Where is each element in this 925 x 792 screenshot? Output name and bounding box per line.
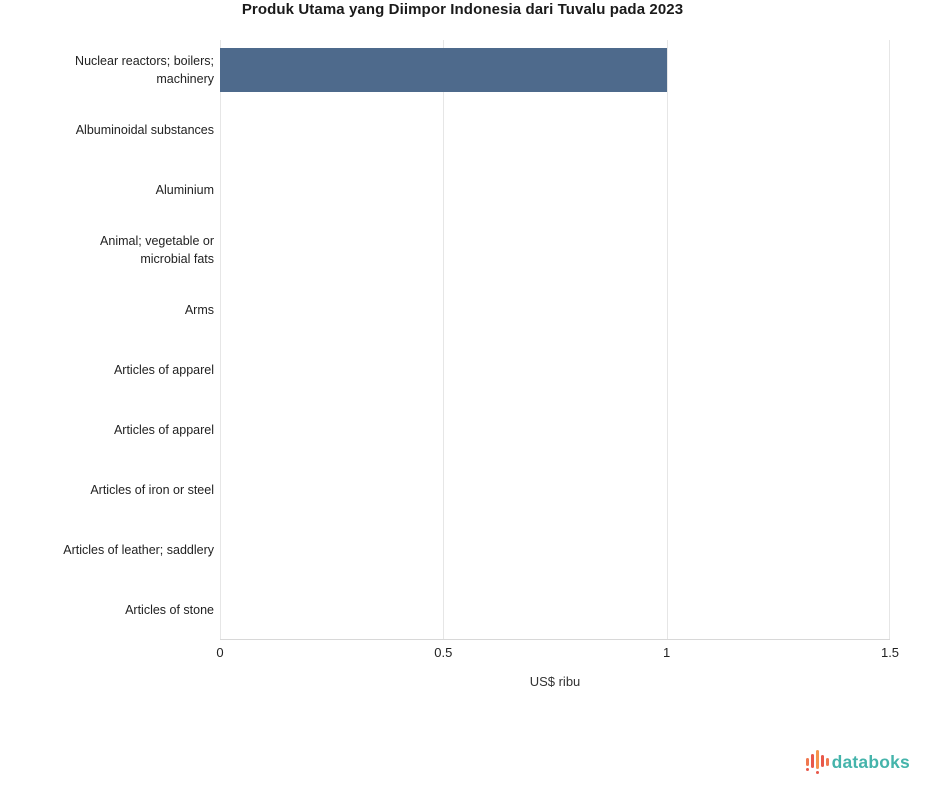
category-label-row [0,460,220,520]
category-label: Articles of apparel [113,363,214,377]
bar-row [220,220,890,280]
bar-row [220,40,890,100]
bar-row [220,580,890,640]
category-label-row [0,280,220,340]
chart-title: Produk Utama yang Diimpor Indonesia dari Tuvalu pada 2023 [241,1,684,18]
bar-row [220,100,890,160]
category-label-row [0,400,220,460]
category-label: Articles of leather; saddlery [63,543,214,557]
category-label-row [0,160,220,220]
bar[interactable] [220,48,667,92]
bar-row [220,340,890,400]
category-label-row [0,100,220,160]
category-label-row [0,340,220,400]
category-label-row [0,580,220,640]
category-label: Albuminoidal substances [75,123,214,137]
category-label: Articles of iron or steel [90,483,214,497]
x-axis-title: US$ ribu [529,674,581,689]
x-tick-label: 0 [216,645,224,660]
category-label: Arms [184,303,214,317]
bar-row [220,280,890,340]
bar-row [220,400,890,460]
category-label: Articles of stone [125,603,214,617]
category-label-row [0,220,220,280]
bar-row [220,520,890,580]
databoks-logo-text: databoks [831,752,910,772]
chart-area [0,40,925,640]
x-axis [216,640,900,662]
x-tick-label: 0.5 [434,645,453,660]
category-label: Animal; vegetable or microbial fats [100,234,214,266]
x-tick-label: 1 [663,645,671,660]
category-label: Nuclear reactors; boilers; machinery [75,54,214,86]
category-label-row [0,40,220,100]
bar-row [220,160,890,220]
category-label: Articles of apparel [113,423,214,437]
databoks-logo-icon [806,749,829,776]
bar-row [220,460,890,520]
category-label-row [0,520,220,580]
x-tick-label: 1.5 [880,645,900,660]
category-label: Aluminium [155,183,214,197]
databoks-logo[interactable] [806,749,910,776]
plot-area [220,40,890,640]
y-axis-labels [0,40,220,640]
